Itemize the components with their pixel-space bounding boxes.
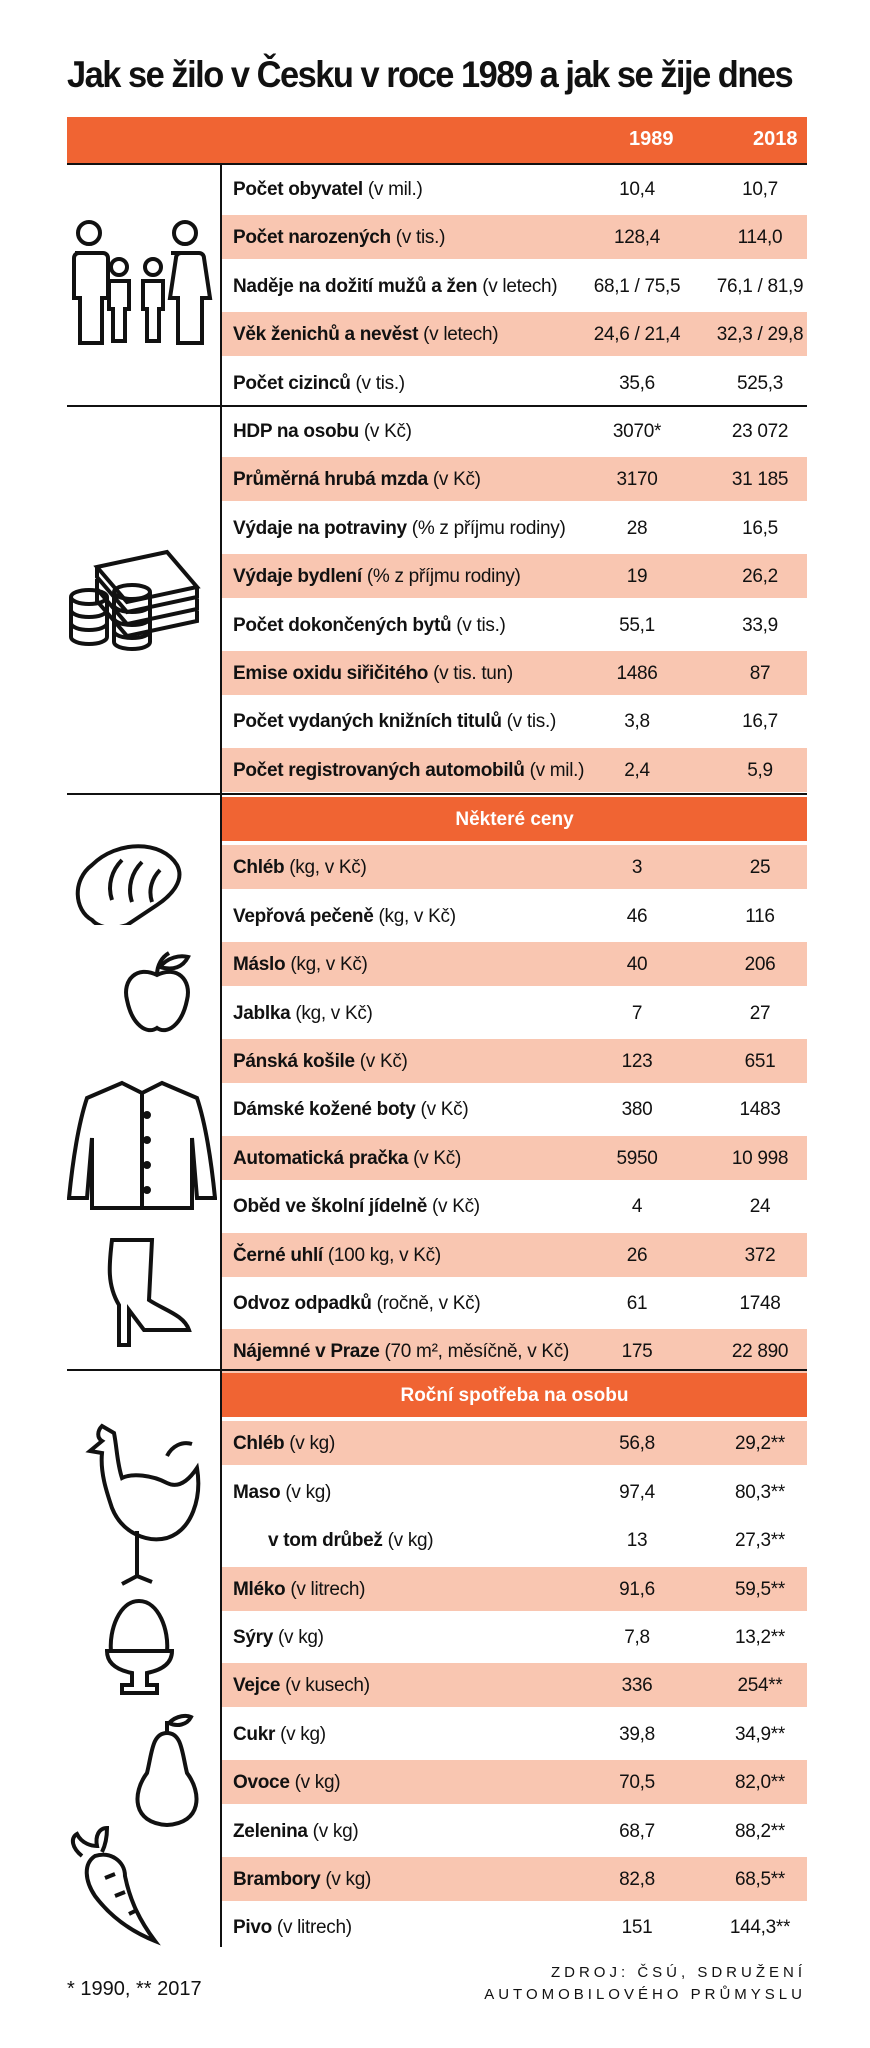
table-row (222, 1087, 807, 1131)
row-label-unit: (70 m², měsíčně, v Kč) (384, 1341, 570, 1363)
row-label-unit: (ročně, v Kč) (376, 1293, 481, 1314)
value-2018: 27,3** (735, 1530, 785, 1552)
row-label (233, 1724, 326, 1746)
row-label (233, 227, 445, 249)
value-2018: 651 (744, 1051, 776, 1072)
row-label (268, 1530, 433, 1552)
value-2018: 31 185 (731, 469, 789, 491)
carrot-icon (67, 1826, 177, 1946)
row-label (233, 421, 412, 443)
value-2018: 372 (744, 1244, 776, 1266)
egg-icon (102, 1596, 177, 1696)
row-label (233, 276, 557, 298)
row-label-unit: (kg, v Kč) (378, 905, 456, 927)
row-label-main: Naděje na dožití mužů a žen (233, 275, 478, 297)
table-row (222, 1233, 807, 1277)
table-row (222, 264, 807, 308)
value-2018: 254** (737, 1675, 783, 1697)
row-label (233, 1482, 331, 1504)
row-label-unit: (v tis.) (395, 227, 446, 249)
value-1989: 24,6 / 21,4 (593, 324, 681, 346)
value-1989: 13 (626, 1530, 648, 1552)
value-2018: 144,3** (729, 1917, 791, 1939)
row-label-main: Pivo (233, 1917, 272, 1939)
value-1989: 82,8 (619, 1869, 655, 1890)
value-1989: 56,8 (619, 1433, 655, 1455)
table-row (222, 1567, 807, 1611)
row-label-main: Počet narozených (233, 227, 391, 249)
family-icon (67, 215, 217, 345)
table-row (222, 215, 807, 259)
row-label (233, 906, 456, 928)
row-label-unit: (v Kč) (359, 1051, 408, 1072)
apple-icon (122, 945, 192, 1035)
row-label-main: Výdaje bydlení (233, 566, 362, 588)
row-label-main: Počet registrovaných automobilů (233, 759, 525, 781)
row-label (233, 469, 481, 491)
row-label (233, 1675, 370, 1697)
value-2018: 59,5** (735, 1578, 785, 1600)
row-label (233, 663, 513, 685)
row-label-main: Automatická pračka (233, 1147, 409, 1169)
shirt-icon (67, 1075, 217, 1215)
prices-section-title (222, 797, 807, 841)
value-1989: 380 (621, 1099, 653, 1121)
row-label (233, 179, 422, 201)
value-2018: 29,2** (735, 1433, 785, 1455)
value-1989: 2,4 (624, 759, 650, 781)
value-1989: 28 (626, 517, 648, 539)
row-label-unit: (v mil.) (367, 179, 423, 200)
value-1989: 68,7 (619, 1820, 655, 1842)
value-1989: 4 (631, 1196, 643, 1218)
row-label-unit: (v mil.) (529, 759, 585, 781)
table-row (222, 651, 807, 695)
row-label-main: Počet vydaných knižních titulů (233, 711, 502, 733)
row-label-main: Oběd ve školní jídelně (233, 1196, 428, 1218)
row-label (233, 1099, 468, 1121)
table-row (222, 748, 807, 792)
table-row (222, 603, 807, 647)
value-1989: 10,4 (619, 179, 655, 200)
row-label-main: Ovoce (233, 1772, 290, 1794)
boot-icon (87, 1235, 197, 1350)
value-2018: 10 998 (731, 1147, 789, 1169)
value-2018: 16,7 (742, 711, 778, 733)
money-icon (67, 547, 217, 657)
value-1989: 70,5 (619, 1772, 655, 1794)
row-label (233, 373, 405, 395)
value-2018: 80,3** (735, 1481, 785, 1503)
row-label-main: Emise oxidu siřičitého (233, 663, 429, 684)
value-1989: 128,4 (613, 227, 661, 249)
row-label (233, 1293, 480, 1315)
value-1989: 3,8 (624, 711, 650, 733)
value-1989: 123 (621, 1051, 653, 1072)
row-label (233, 1917, 352, 1939)
row-label-unit: (v kg) (294, 1772, 341, 1794)
table-row (222, 991, 807, 1035)
row-label-main: Brambory (233, 1869, 321, 1890)
row-label-unit: (% z příjmu rodiny) (411, 517, 566, 539)
value-2018: 1748 (739, 1293, 781, 1314)
consumption-section-title (222, 1373, 807, 1417)
row-label-unit: (v Kč) (432, 1196, 480, 1218)
table-row (222, 942, 807, 986)
row-label-main: Věk ženichů a nevěst (233, 324, 419, 346)
source-line-2: AUTOMOBILOVÉHO PRŮMYSLU (484, 1986, 806, 2003)
header-year-1989: 1989 (629, 128, 674, 150)
value-2018: 525,3 (736, 372, 784, 394)
value-2018: 26,2 (742, 566, 778, 588)
table-row (222, 1809, 807, 1853)
value-1989: 40 (626, 954, 648, 976)
row-label (233, 857, 367, 879)
row-label-main: Odvoz odpadků (233, 1293, 372, 1314)
row-label-unit: (v tis.) (355, 372, 405, 394)
value-1989: 39,8 (619, 1723, 655, 1745)
value-1989: 68,1 / 75,5 (593, 275, 681, 297)
row-label (233, 711, 556, 733)
rooster-icon (72, 1421, 212, 1591)
row-label-unit: (v Kč) (420, 1099, 469, 1121)
row-label-unit: (v litrech) (290, 1578, 366, 1600)
row-label-main: Sýry (233, 1627, 274, 1648)
table-row (222, 1663, 807, 1707)
row-label (233, 1003, 373, 1025)
row-label-unit: (v tis. tun) (433, 663, 513, 684)
value-2018: 82,0** (735, 1772, 785, 1794)
header-year-2018: 2018 (753, 128, 798, 150)
value-1989: 1486 (616, 663, 658, 684)
row-label-unit: (v kusech) (285, 1675, 370, 1697)
row-label-unit: (v litrech) (276, 1917, 352, 1939)
row-label-unit: (kg, v Kč) (295, 1002, 373, 1024)
row-label (233, 1196, 480, 1218)
row-label-unit: (v tis.) (456, 614, 506, 636)
row-label-main: Vepřová pečeně (233, 905, 374, 927)
row-label-main: Počet dokončených bytů (233, 614, 452, 636)
row-label (233, 1772, 340, 1794)
value-2018: 5,9 (747, 759, 773, 781)
prices-section-title-label: Některé ceny (455, 809, 574, 830)
value-1989: 91,6 (619, 1578, 655, 1600)
economy-section (67, 405, 807, 795)
value-2018: 116 (745, 905, 775, 927)
value-2018: 33,9 (742, 614, 778, 636)
row-label-main: Vejce (233, 1675, 281, 1697)
row-label (233, 324, 498, 346)
value-2018: 13,2** (735, 1627, 785, 1648)
row-label-main: Počet obyvatel (233, 179, 363, 200)
row-label-main: Maso (233, 1481, 281, 1503)
row-label-main: Máslo (233, 954, 286, 976)
value-2018: 27 (749, 1002, 771, 1024)
population-section (67, 163, 807, 407)
row-label-main: Počet cizinců (233, 372, 351, 394)
table-row (222, 1615, 807, 1659)
value-2018: 76,1 / 81,9 (716, 275, 804, 297)
value-1989: 35,6 (619, 372, 655, 394)
row-label-main: Průměrná hrubá mzda (233, 469, 428, 491)
row-label-unit: (v kg) (280, 1723, 326, 1745)
row-label-main: Chléb (233, 857, 285, 879)
table-row (222, 1184, 807, 1228)
table-row (222, 1039, 807, 1083)
row-label (233, 1821, 358, 1843)
table-row (222, 1329, 807, 1373)
table-row (222, 312, 807, 356)
value-1989: 61 (626, 1293, 648, 1314)
table-row (222, 845, 807, 889)
row-label-unit: (v kg) (312, 1820, 359, 1842)
row-label-main: Dámské kožené boty (233, 1099, 416, 1121)
table-row (222, 1857, 807, 1901)
table-row (222, 361, 807, 405)
row-label-main: Zelenina (233, 1820, 308, 1842)
table-row (222, 1760, 807, 1804)
pear-icon (127, 1711, 207, 1831)
consumption-section-title-label: Roční spotřeba na osobu (400, 1385, 629, 1406)
row-label-unit: (v letech) (482, 275, 558, 297)
value-2018: 87 (749, 663, 771, 684)
value-1989: 3070* (612, 421, 662, 442)
row-label-main: HDP na osobu (233, 421, 359, 442)
row-label (233, 760, 584, 782)
row-label (233, 1627, 324, 1649)
value-1989: 3170 (616, 469, 658, 491)
row-label-main: Chléb (233, 1433, 285, 1455)
consumption-section (67, 1369, 807, 1947)
row-label-main: v tom drůbež (268, 1530, 383, 1552)
table-row (222, 1905, 807, 1949)
row-label-unit: (% z příjmu rodiny) (366, 566, 521, 588)
value-1989: 97,4 (619, 1481, 655, 1503)
row-label-main: Výdaje na potraviny (233, 517, 407, 539)
table-row (222, 1136, 807, 1180)
value-1989: 3 (631, 857, 643, 879)
table-row (222, 1421, 807, 1465)
table-header (67, 117, 807, 163)
table-row (222, 894, 807, 938)
value-1989: 7,8 (624, 1627, 650, 1648)
row-label (233, 1051, 408, 1073)
table-row (222, 699, 807, 743)
row-label (233, 1869, 371, 1891)
row-label (233, 1148, 461, 1170)
row-label-unit: (v kg) (325, 1869, 372, 1890)
row-label-unit: (kg, v Kč) (290, 954, 368, 976)
value-1989: 46 (626, 905, 648, 927)
row-label-unit: (v tis.) (506, 711, 556, 733)
row-label-main: Pánská košile (233, 1051, 355, 1072)
table-row (222, 1281, 807, 1325)
table-row (222, 167, 807, 211)
value-1989: 55,1 (619, 614, 655, 636)
row-label-main: Mléko (233, 1578, 286, 1600)
value-2018: 206 (744, 954, 776, 976)
table-row (222, 506, 807, 550)
row-label-unit: (v kg) (285, 1481, 332, 1503)
footnote: * 1990, ** 2017 (67, 1978, 202, 2000)
row-label (233, 566, 521, 588)
row-label-unit: (kg, v Kč) (289, 857, 367, 879)
row-label-unit: (100 kg, v Kč) (327, 1244, 441, 1266)
row-label (233, 518, 566, 540)
row-label (233, 1245, 441, 1267)
value-2018: 34,9** (735, 1723, 785, 1745)
row-label (233, 1579, 365, 1601)
value-2018: 23 072 (731, 421, 789, 442)
value-2018: 22 890 (731, 1341, 789, 1363)
row-label (233, 954, 368, 976)
row-label-unit: (v kg) (387, 1530, 434, 1552)
row-label-unit: (v Kč) (363, 421, 412, 442)
value-1989: 175 (621, 1341, 653, 1363)
value-1989: 7 (631, 1002, 643, 1024)
row-label (233, 615, 506, 637)
value-2018: 24 (749, 1196, 771, 1218)
table-row (222, 1712, 807, 1756)
prices-section (67, 793, 807, 1371)
bread-icon (72, 840, 182, 925)
page-title: Jak se žilo v Česku v roce 1989 a jak se žije dnes (67, 54, 793, 95)
row-label-main: Černé uhlí (233, 1244, 323, 1266)
value-1989: 5950 (616, 1147, 658, 1169)
row-label-unit: (v kg) (278, 1627, 324, 1648)
row-label (233, 1433, 335, 1455)
value-2018: 68,5** (735, 1869, 785, 1890)
table-row (222, 409, 807, 453)
value-1989: 151 (621, 1917, 653, 1939)
value-1989: 336 (621, 1675, 653, 1697)
row-label-unit: (v kg) (289, 1433, 335, 1455)
table-row (222, 457, 807, 501)
value-2018: 16,5 (742, 517, 778, 539)
row-label-unit: (v Kč) (432, 469, 481, 491)
value-2018: 114,0 (737, 227, 783, 249)
value-2018: 10,7 (742, 179, 778, 200)
value-2018: 1483 (739, 1099, 781, 1121)
value-2018: 32,3 / 29,8 (716, 324, 804, 346)
source-note (484, 1962, 806, 2006)
row-label-unit: (v Kč) (413, 1147, 461, 1169)
source-line-1: ZDROJ: ČSÚ, SDRUŽENÍ (550, 1964, 806, 1981)
row-label-unit: (v letech) (423, 324, 499, 346)
table-row (222, 554, 807, 598)
table-row (222, 1470, 807, 1514)
row-label-main: Cukr (233, 1723, 276, 1745)
row-label-main: Nájemné v Praze (233, 1341, 380, 1363)
row-label-main: Jablka (233, 1002, 291, 1024)
row-label (233, 1341, 569, 1363)
table-row (222, 1518, 807, 1562)
value-1989: 19 (626, 566, 648, 588)
value-1989: 26 (626, 1244, 648, 1266)
value-2018: 25 (749, 857, 771, 879)
value-2018: 88,2** (735, 1820, 785, 1842)
